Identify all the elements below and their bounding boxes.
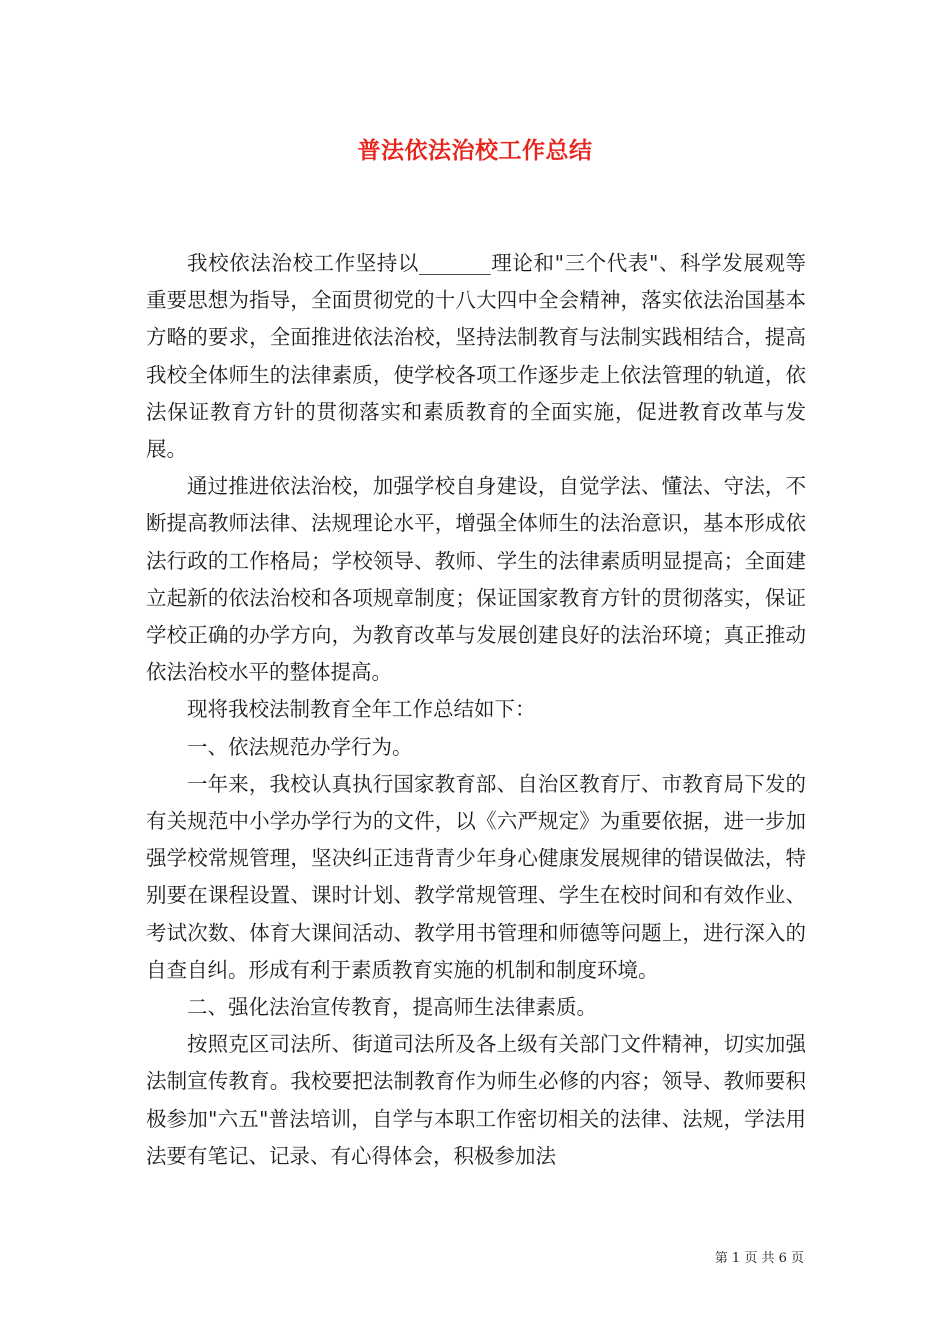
paragraph-goals: 通过推进依法治校，加强学校自身建设，自觉学法、懂法、守法，不断提高教师法律、法规理论水平，增强全体师生的法治意识，基本形成依法行政的工作格局；学校领导、教师、学生的法律素质明显提高；全面建立起新的依法治校和各项规章制度；保证国家教育方针的贯彻落实，保证学校正确的办学方向，为教育改革与发展创建良好的法治环境；真正推动依法治校水平的整体提高。 <box>146 474 806 685</box>
section-heading-1: 一、依法规范办学行为。 <box>187 734 413 759</box>
page-number: 第 1 页 共 6 页 <box>714 1251 804 1266</box>
section-heading-2: 二、强化法治宣传教育，提高师生法律素质。 <box>187 995 597 1020</box>
paragraph-intro: 我校依法治校工作坚持以_______理论和"三个代表"、科学发展观等重要思想为指导，全面贯彻党的十八大四中全会精神，落实依法治国基本方略的要求，全面推进依法治校，坚持法制教育与法制实践相结合，提高我校全体师生的法律素质，使学校各项工作逐步走上依法管理的轨道，依法保证教育方针的贯彻落实和素质教育的全面实施，促进教育改革与发展。 <box>146 251 806 462</box>
document-title: 普法依法治校工作总结 <box>357 137 593 164</box>
paragraph-section-1: 一年来，我校认真执行国家教育部、自治区教育厅、市教育局下发的有关规范中小学办学行为的文件，以《六严规定》为重要依据，进一步加强学校常规管理，坚决纠正违背青少年身心健康发展规律的错误做法，特别要在课程设置、课时计划、教学常规管理、学生在校时间和有效作业、考试次数、体育大课间活动、教学用书管理和师德等问题上，进行深入的自查自纠。形成有利于素质教育实施的机制和制度环境。 <box>146 771 806 982</box>
paragraph-summary-lead: 现将我校法制教育全年工作总结如下： <box>187 697 536 722</box>
document-body <box>146 245 806 1175</box>
paragraph-section-2: 按照克区司法所、街道司法所及各上级有关部门文件精神，切实加强法制宣传教育。我校要把法制教育作为师生必修的内容；领导、教师要积极参加"六五"普法培训，自学与本职工作密切相关的法律、法规，学法用法要有笔记、记录、有心得体会，积极参加法 <box>146 1032 806 1168</box>
